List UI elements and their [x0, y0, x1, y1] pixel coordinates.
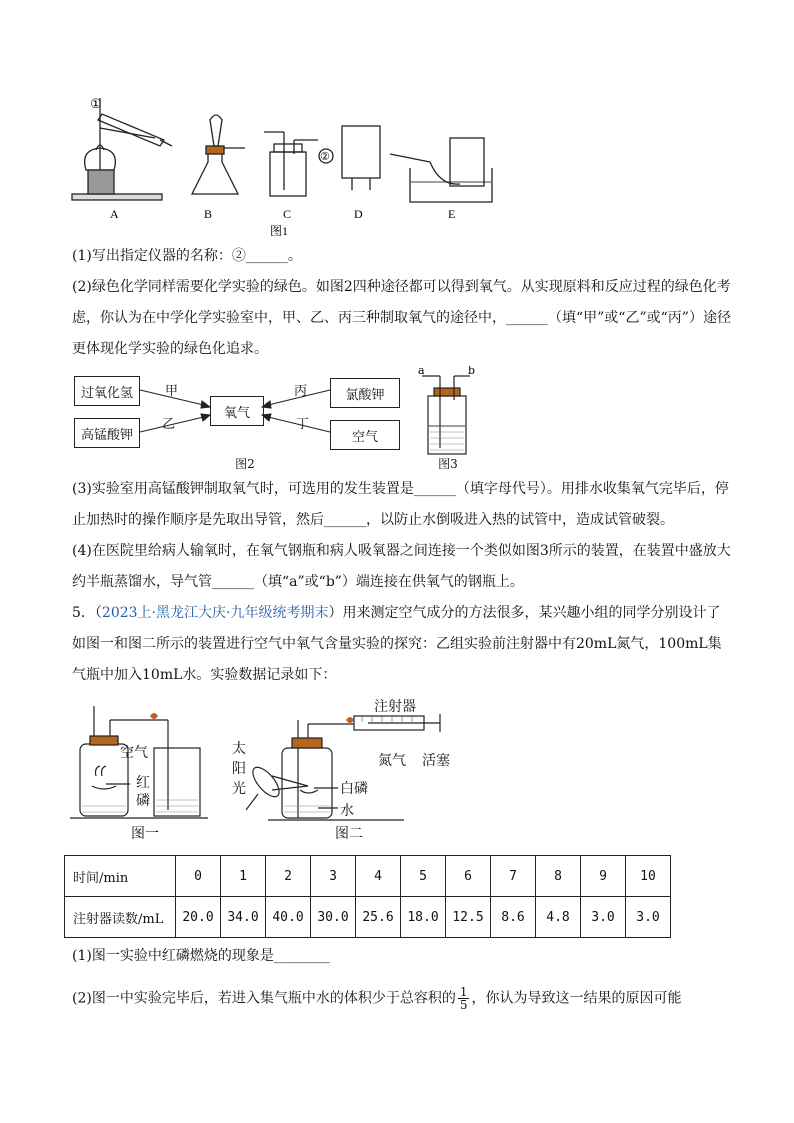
table-cell: 4.8: [536, 897, 581, 938]
fig-two-sun-3: 光: [232, 781, 246, 797]
fig-one-air: 空气: [120, 745, 148, 761]
fig-one-red: 红: [136, 775, 150, 791]
data-table: [64, 855, 671, 938]
fig1-caption: 图1: [270, 224, 289, 238]
fig-two-caption: 图二: [335, 826, 363, 842]
fig-two-syringe: 注射器: [374, 699, 416, 715]
fig1-mark-1: ①: [90, 97, 102, 112]
table-cell: 1: [221, 856, 266, 897]
fig2-label-jia: 甲: [165, 384, 179, 399]
q5-sub-1: (1)图一实验中红磷燃烧的现象是________: [72, 948, 330, 964]
table-cell: 40.0: [266, 897, 311, 938]
fraction: [458, 986, 470, 1011]
q4-part-2: (2)绿色化学同样需要化学实验的绿色。如图2四种途径都可以得到氧气。从实现原料和反应过程的绿色化考虑，你认为在中学化学实验室中，甲、乙、丙三种制取氧气的途径中，______（填“甲”或“乙”或“丙”）途径更体现化学实验的绿色化追求。: [72, 279, 731, 357]
fig1-label-b: B: [204, 207, 213, 221]
table-cell: 12.5: [446, 897, 491, 938]
table-cell: 2: [266, 856, 311, 897]
table-header-reading: 注射器读数/mL: [65, 897, 176, 938]
fig3-caption: 图3: [438, 457, 458, 471]
table-cell: 0: [176, 856, 221, 897]
fig2-box-air: 空气: [330, 420, 400, 450]
fig-one-caption: 图一: [131, 826, 159, 842]
q5-sub-2-text-b: ，你认为导致这一结果的原因可能: [471, 990, 682, 1007]
q5-stem: [72, 598, 732, 691]
fig1-label-c: C: [283, 207, 292, 221]
fig-two-nitrogen: 氮气: [378, 753, 406, 769]
figure-two-apparatus: [228, 700, 448, 830]
table-cell: 10: [626, 856, 671, 897]
fig2-label-yi: 乙: [162, 417, 176, 432]
fig1-label-a: A: [110, 207, 119, 221]
table-row-reading: [65, 897, 671, 938]
fig3-label-b: b: [468, 366, 476, 377]
table-cell: 3: [311, 856, 356, 897]
fig-two-white-phos: 白磷: [340, 781, 368, 797]
table-cell: 6: [446, 856, 491, 897]
fig2-caption: 图2: [235, 457, 255, 471]
fig1-label-d: D: [354, 207, 363, 221]
fig-two-sun-2: 阳: [232, 761, 246, 777]
q4-part-1: (1)写出指定仪器的名称：②______。: [72, 248, 302, 264]
fig-one-phos: 磷: [136, 793, 150, 809]
q4-part-4: (4)在医院里给病人输氧时，在氧气钢瓶和病人吸氧器之间连接一个类似如图3所示的装置，在装置中盛放大约半瓶蒸馏水，导气管______（填“a”或“b”）端连接在供氧气的钢瓶上。: [72, 543, 731, 590]
table-cell: 34.0: [221, 897, 266, 938]
q5-stem-text: ）用来测定空气成分的方法很多，某兴趣小组的同学分别设计了如图一和图二所示的装置进行空气中氧气含量实验的探究：乙组实验前注射器中有20mL氮气，100mL集气瓶中加入10mL水。实验数据记录如下：: [72, 605, 722, 683]
fig2-box-kmno4: 高锰酸钾: [74, 418, 140, 448]
table-cell: 25.6: [356, 897, 401, 938]
table-cell: 18.0: [401, 897, 446, 938]
table-header-time: 时间/min: [65, 856, 176, 897]
fraction-denominator: 5: [459, 998, 468, 1012]
fig2-box-h2o2: 过氧化氢: [74, 376, 140, 406]
figure-1-apparatus: [60, 90, 520, 240]
fig3-apparatus: [412, 366, 482, 458]
table-cell: 5: [401, 856, 446, 897]
q5-source: 2023上·黑龙江大庆·九年级统考期末: [101, 605, 329, 621]
fig2-label-ding: 丁: [296, 417, 310, 432]
fig-two-water: 水: [340, 803, 354, 819]
table-cell: 20.0: [176, 897, 221, 938]
figure-one-apparatus: [70, 700, 210, 830]
fig1-mark-2: ②: [320, 150, 330, 163]
table-row-time: [65, 856, 671, 897]
fig2-box-oxygen: 氧气: [210, 396, 264, 426]
q5-number: 5．（: [72, 605, 102, 621]
table-cell: 3.0: [581, 897, 626, 938]
q4-part-3: (3)实验室用高锰酸钾制取氧气时，可选用的发生装置是______（填字母代号）。用排水收集氧气完毕后，停止加热时的操作顺序是先取出导管，然后______，以防止水倒吸进入热的试管中，造成试管破裂。: [72, 481, 729, 528]
fig1-label-e: E: [448, 207, 456, 221]
fig3-label-a: a: [418, 366, 425, 377]
fig2-label-bing: 丙: [294, 384, 308, 399]
fig2-box-kclo3: 氯酸钾: [330, 378, 400, 408]
fig-two-plunger: 活塞: [422, 753, 450, 769]
fraction-numerator: 1: [459, 985, 468, 999]
table-cell: 3.0: [626, 897, 671, 938]
q5-sub-2: [72, 986, 681, 1011]
table-cell: 9: [581, 856, 626, 897]
table-cell: 8: [536, 856, 581, 897]
table-cell: 4: [356, 856, 401, 897]
table-cell: 30.0: [311, 897, 356, 938]
table-cell: 7: [491, 856, 536, 897]
table-cell: 8.6: [491, 897, 536, 938]
fig-two-sun-1: 太: [232, 741, 246, 757]
q5-sub-2-text-a: (2)图一中实验完毕后，若进入集气瓶中水的体积少于总容积的: [72, 990, 456, 1007]
